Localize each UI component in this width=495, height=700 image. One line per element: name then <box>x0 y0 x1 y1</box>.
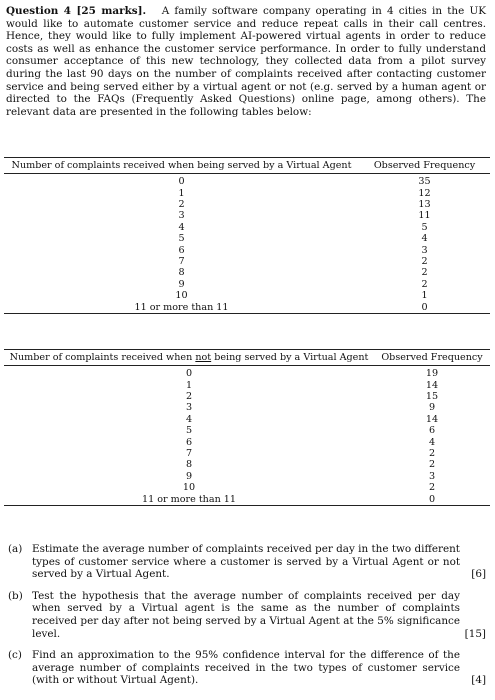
header-text-pre: Number of complaints received when <box>9 352 196 363</box>
question-letter: (a) <box>8 543 23 555</box>
table-header-left <box>4 350 374 366</box>
table-row <box>4 380 490 391</box>
table-row <box>4 245 490 256</box>
observed-frequency-cell: 3 <box>421 244 428 256</box>
complaints-count-cell: 2 <box>185 391 193 403</box>
complaints-count-cell: 10 <box>175 290 188 302</box>
table-row <box>4 471 490 482</box>
observed-frequency-cell: 11 <box>418 210 431 222</box>
observed-frequency-cell: 1 <box>421 290 428 302</box>
observed-frequency-cell: 35 <box>418 176 431 188</box>
complaints-count-cell: 4 <box>178 221 185 233</box>
question-intro <box>6 5 486 118</box>
table-row <box>4 199 490 210</box>
observed-frequency-cell: 0 <box>428 493 436 505</box>
sub-questions <box>6 543 486 696</box>
observed-frequency-cell: 2 <box>421 256 428 268</box>
table-header-row <box>4 158 490 174</box>
complaints-count-cell: 1 <box>185 379 193 391</box>
complaints-count-cell: 10 <box>182 482 196 494</box>
question-text: Estimate the average number of complaints received per day in the two different types of customer service where a customer is served by a Virtual Agent or not served by a Virtual Agent. <box>32 543 460 581</box>
complaints-count-cell: 6 <box>178 244 185 256</box>
complaints-count-cell: 1 <box>178 187 185 199</box>
table-row <box>4 233 490 244</box>
observed-frequency-cell: 14 <box>425 379 439 391</box>
observed-frequency-cell: 15 <box>425 391 439 403</box>
question-text: Find an approximation to the 95% confidence interval for the difference of the average number of complaints received in the two types of customer service (with or without Virtual Agent). <box>32 649 460 687</box>
observed-frequency-cell: 2 <box>428 448 436 460</box>
complaints-count-cell: 5 <box>185 425 193 437</box>
sub-question-c <box>6 649 486 687</box>
table-header-left: Number of complaints received when being served by a Virtual Agent <box>11 160 352 171</box>
observed-frequency-cell: 19 <box>425 368 439 380</box>
complaints-count-cell: 9 <box>178 278 185 290</box>
observed-frequency-cell: 3 <box>428 470 436 482</box>
question-marks: [6] <box>471 568 486 581</box>
table-row <box>4 210 490 221</box>
table-row <box>4 414 490 425</box>
virtual-agent-table <box>4 157 490 314</box>
question-marks: [15] <box>464 627 486 640</box>
complaints-count-cell: 7 <box>185 448 193 460</box>
complaints-count-cell: 6 <box>185 436 193 448</box>
table-row <box>4 425 490 436</box>
observed-frequency-cell: 2 <box>428 459 436 471</box>
complaints-count-cell: 2 <box>178 199 185 211</box>
table-row <box>4 437 490 448</box>
table-row <box>4 391 490 402</box>
table-header-right: Observed Frequency <box>381 352 483 363</box>
observed-frequency-cell: 2 <box>421 278 428 290</box>
table-row <box>4 459 490 470</box>
question-letter: (b) <box>8 589 23 602</box>
complaints-count-cell: 9 <box>185 470 193 482</box>
complaints-count-cell: 11 or more than 11 <box>134 301 229 313</box>
complaints-count-cell: 11 or more than 11 <box>141 493 237 505</box>
table-row <box>4 279 490 290</box>
no-virtual-agent-table <box>4 349 490 506</box>
observed-frequency-cell: 13 <box>418 199 431 211</box>
intro-body: A family software company operating in 4 cities in the UK would like to automate customer service and reduce repeat calls in their call centres. Hence, they would like to fully implement AI-powered virtual agents in order to reduce costs as well as enhance the customer service performance. In order to fully understand consumer acceptance of this new technology, they collected data from a pilot survey during the last 90 days on the number of complaints received after contacting customer service and being served either by a virtual agent or not (e.g. served by a human agent or directed to the FAQs (Frequently Asked Questions) online page, among others). The relevant data are presented in the following tables below: <box>6 5 486 118</box>
table-row <box>4 256 490 267</box>
question-marks: [4] <box>471 674 486 687</box>
table-row <box>4 366 490 380</box>
table-row <box>4 302 490 314</box>
table-row <box>4 174 490 188</box>
table-row <box>4 402 490 413</box>
complaints-count-cell: 0 <box>178 176 185 188</box>
observed-frequency-cell: 4 <box>428 436 436 448</box>
observed-frequency-cell: 0 <box>421 301 428 313</box>
intro-paragraph <box>6 5 486 118</box>
observed-frequency-cell: 9 <box>428 402 436 414</box>
table-row <box>4 222 490 233</box>
question-title: Question 4 [25 marks]. <box>6 5 147 17</box>
table-header-row <box>4 350 490 366</box>
table-row <box>4 448 490 459</box>
question-letter: (c) <box>8 649 22 662</box>
complaints-count-cell: 7 <box>178 256 185 268</box>
complaints-count-cell: 0 <box>185 368 193 380</box>
sub-question-a <box>6 543 486 581</box>
complaints-count-cell: 8 <box>178 267 185 279</box>
complaints-count-cell: 8 <box>185 459 193 471</box>
complaints-count-cell: 3 <box>185 402 193 414</box>
complaints-count-cell: 3 <box>178 210 185 222</box>
header-text-underlined: not <box>195 352 212 363</box>
sub-question-b <box>6 590 486 640</box>
complaints-count-cell: 4 <box>185 413 193 425</box>
question-text: Test the hypothesis that the average number of complaints received per day when served by a Virtual agent is the same as the number of complaints received per day after not being served by a Virtual Agent at the 5% significance level. <box>32 589 460 640</box>
table-row <box>4 290 490 301</box>
table-row <box>4 482 490 493</box>
observed-frequency-cell: 4 <box>421 233 428 245</box>
observed-frequency-cell: 2 <box>421 267 428 279</box>
table-header-right: Observed Frequency <box>373 160 476 171</box>
observed-frequency-cell: 6 <box>428 425 436 437</box>
table-row <box>4 188 490 199</box>
observed-frequency-cell: 2 <box>428 482 436 494</box>
table-row <box>4 494 490 506</box>
observed-frequency-cell: 12 <box>418 187 431 199</box>
complaints-count-cell: 5 <box>178 233 185 245</box>
header-text-post: being served by a Virtual Agent <box>211 352 369 363</box>
observed-frequency-cell: 5 <box>421 221 428 233</box>
observed-frequency-cell: 14 <box>425 413 439 425</box>
table-row <box>4 267 490 278</box>
